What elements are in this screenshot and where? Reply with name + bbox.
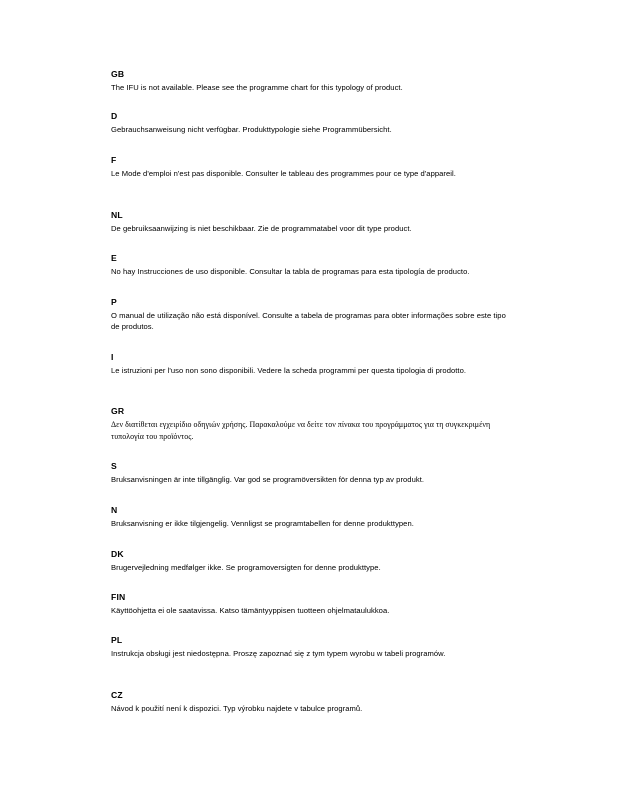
section-p (111, 297, 511, 332)
section-dk (111, 549, 511, 573)
language-code: CZ (111, 690, 123, 700)
section-nl (111, 210, 511, 234)
language-code: S (111, 461, 117, 471)
language-code: I (111, 352, 114, 362)
notice-text: Instrukcja obsługi jest niedostępna. Proszę zapoznać się z tym typem wyrobu w tabeli programów. (111, 649, 446, 658)
notice-text: O manual de utilização não está disponível. Consulte a tabela de programas para obter informações sobre este tipo de produtos. (111, 311, 506, 332)
notice-text: Bruksanvisning er ikke tilgjengelig. Vennligst se programtabellen for denne produkttypen. (111, 519, 414, 528)
section-e (111, 253, 511, 277)
notice-text: Le Mode d'emploi n'est pas disponible. Consulter le tableau des programmes pour ce type d'appareil. (111, 169, 456, 178)
notice-text: De gebruiksaanwijzing is niet beschikbaar. Zie de programmatabel voor dit type product. (111, 224, 412, 233)
language-code: F (111, 155, 117, 165)
notice-text: Gebrauchsanweisung nicht verfügbar. Produkttypologie siehe Programmübersicht. (111, 125, 392, 134)
language-code: PL (111, 635, 123, 645)
notice-text: Brugervejledning medfølger ikke. Se programoversigten for denne produkttype. (111, 563, 381, 572)
section-cz (111, 690, 511, 714)
language-code: D (111, 111, 118, 121)
section-n (111, 505, 511, 529)
section-d (111, 111, 511, 135)
notice-text: No hay Instrucciones de uso disponible. Consultar la tabla de programas para esta tipología de producto. (111, 267, 470, 276)
notice-text: The IFU is not available. Please see the programme chart for this typology of product. (111, 83, 403, 92)
section-f (111, 155, 511, 179)
notice-text: Δεν διατίθεται εγχειρίδιο οδηγιών χρήσης. Παρακαλούμε να δείτε τον πίνακα του προγράμματος για τη συγκεκριμένη τυπολογία του προϊόντος. (111, 420, 491, 441)
language-code: N (111, 505, 118, 515)
language-code: GB (111, 69, 125, 79)
section-s (111, 461, 511, 485)
language-code: NL (111, 210, 123, 220)
section-pl (111, 635, 511, 659)
language-code: GR (111, 406, 125, 416)
language-code: FIN (111, 592, 126, 602)
language-code: E (111, 253, 117, 263)
notice-text: Le istruzioni per l'uso non sono disponibili. Vedere la scheda programmi per questa tipologia di prodotto. (111, 366, 467, 375)
notice-text: Návod k použití není k dispozici. Typ výrobku najdete v tabulce programů. (111, 704, 363, 713)
notice-text: Bruksanvisningen är inte tillgänglig. Var god se programöversikten för denna typ av produkt. (111, 475, 425, 484)
section-gr (111, 406, 511, 442)
language-code: P (111, 297, 117, 307)
section-gb (111, 69, 511, 93)
section-fin (111, 592, 511, 616)
language-code: DK (111, 549, 124, 559)
notice-text: Käyttöohjetta ei ole saatavissa. Katso tämäntyyppisen tuotteen ohjelmataulukkoa. (111, 606, 390, 615)
section-i (111, 352, 511, 376)
